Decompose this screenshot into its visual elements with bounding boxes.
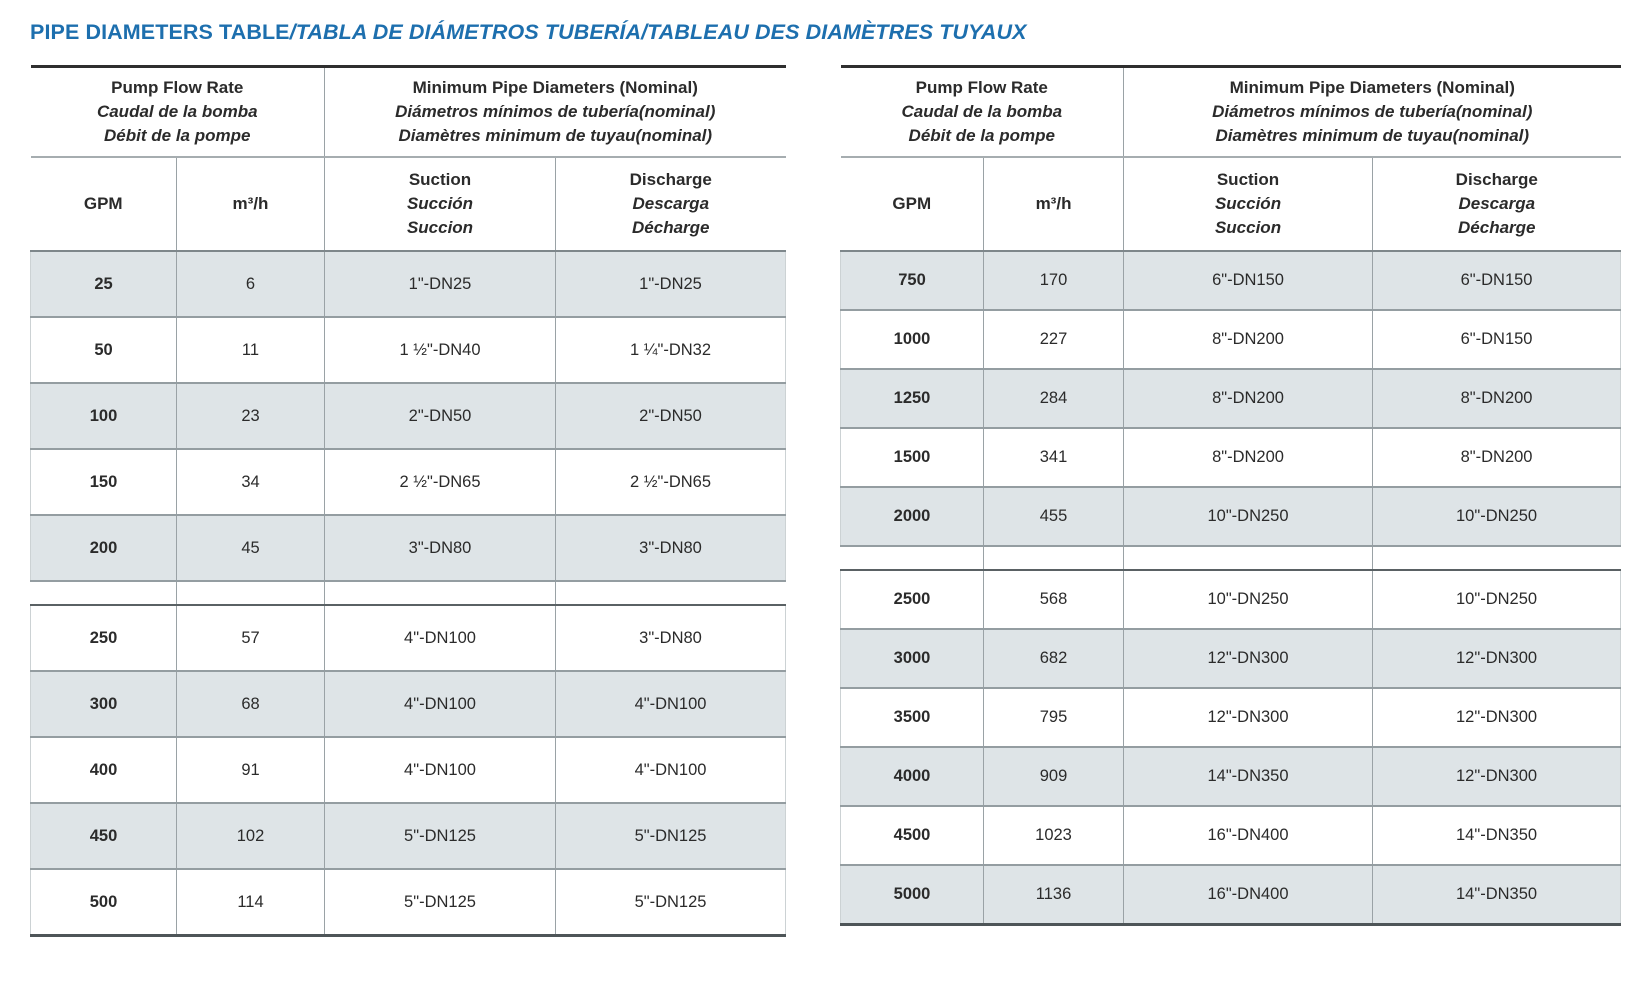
cell-discharge: 6"-DN150: [1373, 310, 1621, 369]
cell-discharge: 8"-DN200: [1373, 428, 1621, 487]
gpm-column-header: GPM: [31, 157, 177, 251]
cell-gpm: 1500: [841, 428, 984, 487]
table-row: [841, 310, 1621, 369]
cell-m3h: 102: [177, 803, 325, 869]
cell-suction: 10"-DN250: [1124, 570, 1373, 629]
cell-suction: 4"-DN100: [325, 671, 556, 737]
cell-m3h: 284: [984, 369, 1124, 428]
cell-discharge: 3"-DN80: [556, 515, 786, 581]
cell-gpm: 300: [31, 671, 177, 737]
cell-m3h: 114: [177, 869, 325, 936]
cell-suction: 5"-DN125: [325, 869, 556, 936]
cell-gpm: 4000: [841, 747, 984, 806]
m3h-column-header: m³/h: [984, 157, 1124, 251]
cell-gpm: 1000: [841, 310, 984, 369]
cell-suction: 3"-DN80: [325, 515, 556, 581]
page-title-en: PIPE DIAMETERS TABLE: [30, 20, 290, 44]
cell-m3h: 795: [984, 688, 1124, 747]
cell-discharge: 2"-DN50: [556, 383, 786, 449]
cell-suction: 1 ½"-DN40: [325, 317, 556, 383]
cell-suction: 4"-DN100: [325, 605, 556, 671]
suction-label-fr: Succion: [406, 217, 474, 237]
diameters-label-es: Diámetros mínimos de tubería(nominal): [395, 101, 716, 121]
cell-gpm: 200: [31, 515, 177, 581]
page-title: [30, 20, 1635, 45]
cell-m3h: 341: [984, 428, 1124, 487]
cell-discharge: 12"-DN300: [1373, 688, 1621, 747]
cell-discharge: 10"-DN250: [1373, 487, 1621, 546]
column-header-row: [31, 157, 786, 251]
table-row: [841, 487, 1621, 546]
table-row: [31, 869, 786, 936]
gpm-column-header: GPM: [841, 157, 984, 251]
cell-m3h: 455: [984, 487, 1124, 546]
cell-m3h: 34: [177, 449, 325, 515]
tables-container: [30, 65, 1635, 937]
cell-suction: 12"-DN300: [1124, 629, 1373, 688]
cell-suction: 8"-DN200: [1124, 428, 1373, 487]
suction-label-fr: Succion: [1214, 217, 1282, 237]
cell-discharge: 14"-DN350: [1373, 865, 1621, 925]
discharge-label-es: Descarga: [1458, 194, 1536, 214]
flow-rate-group-header: [841, 67, 1124, 158]
diameters-label-fr: Diamètres minimum de tuyau(nominal): [398, 126, 713, 146]
table-row: [841, 428, 1621, 487]
table-row: [31, 317, 786, 383]
cell-m3h: 682: [984, 629, 1124, 688]
cell-suction: 8"-DN200: [1124, 310, 1373, 369]
cell-gpm: 750: [841, 251, 984, 310]
flow-rate-label-fr: Débit de la pompe: [908, 126, 1055, 146]
cell-m3h: 6: [177, 251, 325, 317]
cell-gpm: 3500: [841, 688, 984, 747]
cell-m3h: 57: [177, 605, 325, 671]
cell-gpm: 450: [31, 803, 177, 869]
cell-gpm: 5000: [841, 865, 984, 925]
cell-discharge: 4"-DN100: [556, 737, 786, 803]
cell-discharge: 1 ¼"-DN32: [556, 317, 786, 383]
cell-m3h: 568: [984, 570, 1124, 629]
cell-suction: 4"-DN100: [325, 737, 556, 803]
table-body-high-flow: [841, 251, 1621, 925]
m3h-column-header: m³/h: [177, 157, 325, 251]
diameters-label-en: Minimum Pipe Diameters (Nominal): [412, 77, 698, 97]
cell-suction: 16"-DN400: [1124, 865, 1373, 925]
table-row: [841, 865, 1621, 925]
table-row: [841, 629, 1621, 688]
diameters-group-header: [1124, 67, 1621, 158]
cell-suction: 5"-DN125: [325, 803, 556, 869]
cell-m3h: 1136: [984, 865, 1124, 925]
cell-discharge: 2 ½"-DN65: [556, 449, 786, 515]
section-gap-cell: [556, 581, 786, 605]
pipe-table-low-flow: [30, 65, 786, 937]
table-row: [31, 449, 786, 515]
diameters-group-header: [325, 67, 786, 158]
discharge-label-fr: Décharge: [632, 217, 710, 237]
suction-label-es: Succión: [406, 194, 474, 214]
suction-label-en: Suction: [408, 170, 472, 190]
cell-m3h: 170: [984, 251, 1124, 310]
discharge-label-es: Descarga: [632, 194, 710, 214]
diameters-label-es: Diámetros mínimos de tubería(nominal): [1212, 101, 1533, 121]
cell-discharge: 5"-DN125: [556, 869, 786, 936]
section-gap: [31, 581, 786, 605]
cell-discharge: 5"-DN125: [556, 803, 786, 869]
diameters-label-fr: Diamètres minimum de tuyau(nominal): [1215, 126, 1530, 146]
section-gap-cell: [325, 581, 556, 605]
cell-suction: 14"-DN350: [1124, 747, 1373, 806]
cell-m3h: 91: [177, 737, 325, 803]
cell-suction: 10"-DN250: [1124, 487, 1373, 546]
cell-gpm: 500: [31, 869, 177, 936]
cell-m3h: 909: [984, 747, 1124, 806]
table-row: [31, 383, 786, 449]
group-header-row: [31, 67, 786, 158]
suction-label-es: Succión: [1214, 194, 1282, 214]
column-header-row: [841, 157, 1621, 251]
cell-m3h: 11: [177, 317, 325, 383]
cell-m3h: 23: [177, 383, 325, 449]
group-header-row: [841, 67, 1621, 158]
flow-rate-label-en: Pump Flow Rate: [915, 77, 1048, 97]
table-row: [31, 251, 786, 317]
cell-discharge: 14"-DN350: [1373, 806, 1621, 865]
cell-discharge: 6"-DN150: [1373, 251, 1621, 310]
cell-gpm: 400: [31, 737, 177, 803]
discharge-column-header: [556, 157, 786, 251]
cell-gpm: 2500: [841, 570, 984, 629]
section-gap: [841, 546, 1621, 570]
flow-rate-label-es: Caudal de la bomba: [901, 101, 1063, 121]
table-row: [31, 605, 786, 671]
section-gap-cell: [841, 546, 984, 570]
table-row: [31, 515, 786, 581]
cell-m3h: 68: [177, 671, 325, 737]
cell-gpm: 100: [31, 383, 177, 449]
cell-gpm: 2000: [841, 487, 984, 546]
page-title-intl: /TABLA DE DIÁMETROS TUBERÍA/TABLEAU DES DIAMÈTRES TUYAUX: [289, 20, 1027, 44]
cell-gpm: 1250: [841, 369, 984, 428]
cell-suction: 12"-DN300: [1124, 688, 1373, 747]
suction-label-en: Suction: [1216, 170, 1280, 190]
section-gap-cell: [31, 581, 177, 605]
table-row: [841, 570, 1621, 629]
cell-suction: 1"-DN25: [325, 251, 556, 317]
cell-gpm: 150: [31, 449, 177, 515]
cell-gpm: 50: [31, 317, 177, 383]
cell-discharge: 3"-DN80: [556, 605, 786, 671]
discharge-label-en: Discharge: [629, 170, 712, 190]
cell-gpm: 250: [31, 605, 177, 671]
diameters-label-en: Minimum Pipe Diameters (Nominal): [1229, 77, 1515, 97]
section-gap-cell: [177, 581, 325, 605]
table-row: [31, 737, 786, 803]
cell-suction: 6"-DN150: [1124, 251, 1373, 310]
table-row: [841, 747, 1621, 806]
table-row: [31, 671, 786, 737]
cell-gpm: 3000: [841, 629, 984, 688]
cell-suction: 8"-DN200: [1124, 369, 1373, 428]
table-body-low-flow: [31, 251, 786, 936]
table-row: [841, 369, 1621, 428]
cell-suction: 2 ½"-DN65: [325, 449, 556, 515]
cell-m3h: 1023: [984, 806, 1124, 865]
cell-discharge: 8"-DN200: [1373, 369, 1621, 428]
suction-column-header: [1124, 157, 1373, 251]
section-gap-cell: [1373, 546, 1621, 570]
cell-gpm: 25: [31, 251, 177, 317]
suction-column-header: [325, 157, 556, 251]
table-row: [841, 806, 1621, 865]
section-gap-cell: [1124, 546, 1373, 570]
cell-m3h: 45: [177, 515, 325, 581]
discharge-column-header: [1373, 157, 1621, 251]
flow-rate-label-es: Caudal de la bomba: [96, 101, 258, 121]
cell-discharge: 12"-DN300: [1373, 747, 1621, 806]
flow-rate-label-fr: Débit de la pompe: [104, 126, 251, 146]
cell-discharge: 12"-DN300: [1373, 629, 1621, 688]
table-row: [841, 251, 1621, 310]
discharge-label-en: Discharge: [1455, 170, 1538, 190]
flow-rate-group-header: [31, 67, 325, 158]
table-row: [841, 688, 1621, 747]
cell-m3h: 227: [984, 310, 1124, 369]
flow-rate-label-en: Pump Flow Rate: [111, 77, 244, 97]
cell-discharge: 4"-DN100: [556, 671, 786, 737]
cell-discharge: 1"-DN25: [556, 251, 786, 317]
cell-gpm: 4500: [841, 806, 984, 865]
pipe-table-high-flow: [840, 65, 1621, 926]
discharge-label-fr: Décharge: [1458, 217, 1536, 237]
cell-discharge: 10"-DN250: [1373, 570, 1621, 629]
table-row: [31, 803, 786, 869]
cell-suction: 16"-DN400: [1124, 806, 1373, 865]
cell-suction: 2"-DN50: [325, 383, 556, 449]
section-gap-cell: [984, 546, 1124, 570]
